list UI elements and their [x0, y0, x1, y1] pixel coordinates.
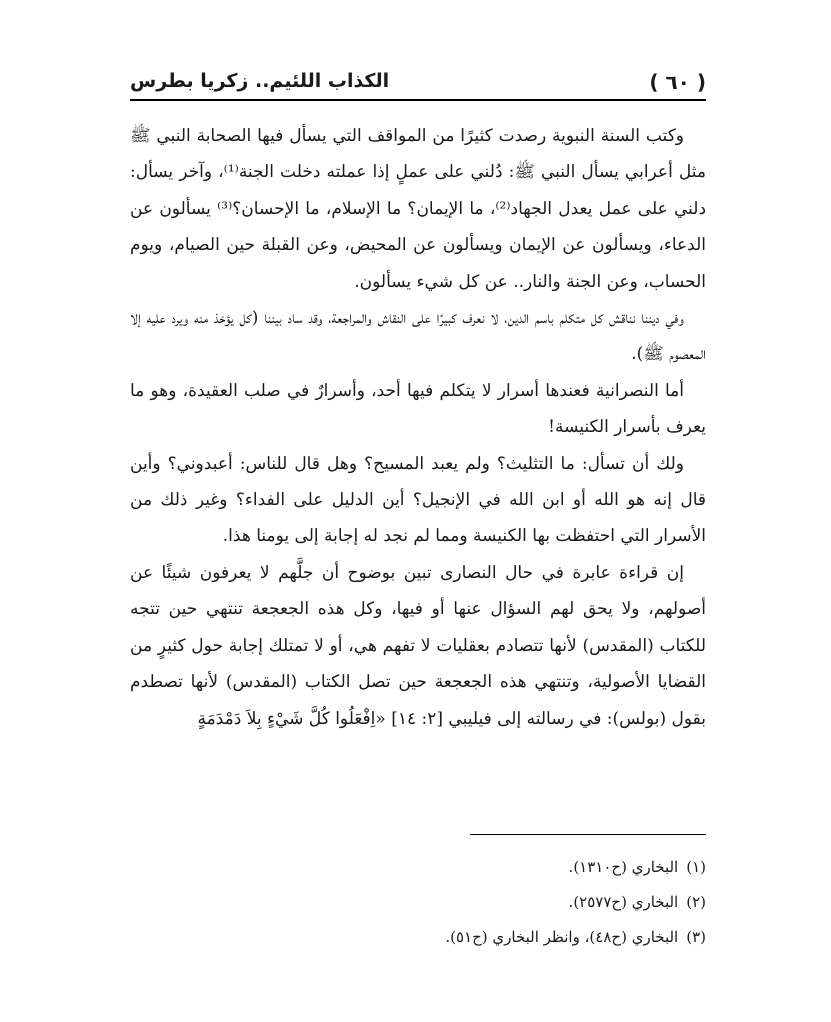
footnote-text: البخاري (ح٤٨)، وانظر البخاري (ح٥١).	[445, 928, 679, 946]
page-number: ( ٦٠ )	[649, 70, 706, 94]
footnote-text: البخاري (ح٢٥٧٧).	[568, 893, 679, 911]
footnote	[130, 885, 706, 920]
footnote-divider	[470, 834, 706, 835]
footnote	[130, 920, 706, 955]
paragraph: وفي ديننا نناقش كل متكلم باسم الدين، لا نعرف كبيرًا على النقاش والمراجعة، وقد ساد بيننا (كل يؤخذ منه ويرد عليه إلا المعصوم ﷺ).	[130, 308, 706, 365]
paragraph: إن قراءة عابرة في حال النصارى تبين بوضوح أن جلَّهم لا يعرفون شيئًا عن أصولهم، ولا يحق لهم السؤال عنها أو فيها، وكل هذه الجعجعة تنتهي حين تتجه للكتاب (المقدس) لأنها تتصادم بعقليات لا تفهم هي، أو لا تمتلك إجابة حول كثيرٍ من القضايا الأصولية، وتنتهي هذه الجعجعة حين تصل الكتاب (المقدس) لأنها تصطدم بقول (بولس): في رسالته إلى فيليبي [٢: ١٤] «اِفْعَلُوا كُلَّ شَيْءٍ بِلاَ دَمْدَمَةٍ	[130, 562, 706, 729]
paragraph: ولك أن تسأل: ما التثليث؟ ولم يعبد المسيح؟ وهل قال للناس: أعبدوني؟ وأين قال إنه هو الله أو ابن الله في الإنجيل؟ أين الدليل على الفداء؟ وغير ذلك من الأسرار التي احتفظت بها الكنيسة ومما لم نجد له إجابة إلى يومنا هذا.	[130, 453, 706, 547]
page-header	[130, 68, 706, 98]
paragraph: أما النصرانية فعندها أسرار لا يتكلم فيها أحد، وأسرارٌ في صلب العقيدة، وهو ما يعرف بأسرار الكنيسة!	[130, 380, 706, 438]
body-text	[130, 118, 706, 737]
footnote-text: البخاري (ح١٣١٠).	[568, 858, 679, 876]
footnote-mark: (٢)	[686, 893, 706, 911]
header-rule	[130, 99, 706, 101]
footnote	[130, 850, 706, 885]
footnote-mark: (٣)	[686, 928, 706, 946]
running-title: الكذاب اللئيم.. زكريا بطرس	[130, 70, 390, 92]
footnote-mark: (١)	[686, 858, 706, 876]
paragraph: وكتب السنة النبوية رصدت كثيرًا من المواقف التي يسأل فيها الصحابة النبي ﷺ مثل أعرابي يسأل النبي ﷺ: دُلني على عملٍ إذا عملته دخلت الجنة⁽¹⁾، وآخر يسأل: دلني على عمل يعدل الجهاد⁽²⁾، ما الإيمان؟ ما الإسلام، ما الإحسان؟⁽³⁾ يسألون عن الدعاء، ويسألون عن الإيمان ويسألون عن المحيض، وعن القبلة حين الصيام، ويوم الحساب، وعن الجنة والنار.. عن كل شيء يسألون.	[130, 126, 707, 292]
footnotes	[130, 850, 706, 955]
